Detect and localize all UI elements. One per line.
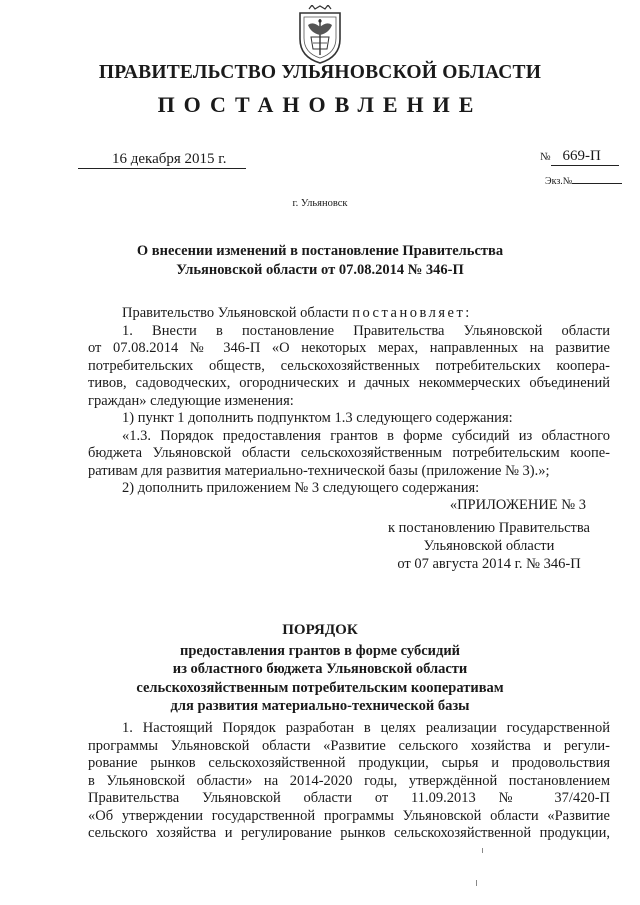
subject-line: Ульяновской области от 07.08.2014 № 346-П — [176, 262, 464, 278]
government-title: ПРАВИТЕЛЬСТВО УЛЬЯНОВСКОЙ ОБЛАСТИ — [98, 62, 542, 83]
order-subtitle — [0, 642, 640, 715]
preamble-text: Правительство Ульяновской области — [122, 305, 349, 321]
body-line: тивов, садоводческих, огороднических и дачных некоммерческих объединений — [88, 375, 610, 391]
body-line: граждан» следующие изменения: — [88, 392, 294, 409]
order-line: в Ульяновской области» на 2014-2020 годы, утверждённой постановлением — [88, 772, 610, 789]
document-subject — [0, 242, 640, 280]
preamble-verb: постановляет: — [352, 305, 472, 321]
order-subtitle-line: для развития материально-технической базы — [170, 697, 470, 714]
order-line: Правительства Ульяновской области от 11.09.2013 № 37/420-П — [88, 790, 610, 806]
order-body — [88, 720, 610, 843]
preamble — [88, 305, 610, 323]
appendix-line: к постановлению Правительства — [388, 520, 590, 536]
appendix-reference — [374, 519, 604, 573]
appendix-line: Ульяновской области — [423, 538, 555, 554]
coat-of-arms-icon — [297, 5, 343, 65]
copy-number — [545, 174, 622, 187]
copy-blank — [572, 174, 622, 184]
order-subtitle-line: предоставления грантов в форме субсидий — [179, 643, 461, 659]
body-line: ративам для развития материально-технической базы (приложение № 3).»; — [88, 462, 550, 479]
order-subtitle-line: сельскохозяйственным потребительским кооперативам — [136, 679, 504, 696]
document-date: 16 декабря 2015 г. — [78, 150, 246, 169]
body-line: 1. Внести в постановление Правительства Ульяновской области — [122, 322, 610, 339]
order-line: «Об утверждении государственной программы Ульяновской области «Развитие — [88, 807, 610, 824]
order-line: рование рынков сельскохозяйственной продукции, сырья и продовольствия — [88, 755, 610, 771]
order-line: сельского хозяйства и регулирование рынков сельскохозяйственной продукции, — [88, 825, 610, 841]
order-line: 1. Настоящий Порядок разработан в целях реализации государственной — [122, 720, 610, 736]
document-type: ПОСТАНОВЛЕНИЕ — [157, 92, 483, 117]
scan-speck — [476, 880, 477, 886]
appendix-title: «ПРИЛОЖЕНИЕ № 3 — [449, 497, 586, 513]
city-label: г. Ульяновск — [292, 198, 348, 209]
number-value: 669-П — [551, 147, 619, 166]
body-line: 2) дополнить приложением № 3 следующего содержания: — [122, 480, 480, 496]
order-line: программы Ульяновской области «Развитие сельского хозяйства и регули- — [88, 737, 610, 754]
body-line: потребительских обществ, сельскохозяйственных потребительских коопера- — [88, 357, 610, 374]
scan-speck — [482, 848, 483, 853]
copy-label: Экз.№ — [545, 176, 573, 187]
subject-line: О внесении изменений в постановление Правительства — [136, 243, 504, 259]
number-sign: № — [540, 151, 551, 163]
order-title: ПОРЯДОК — [282, 622, 358, 638]
appendix-line: от 07 августа 2014 г. № 346-П — [397, 556, 581, 572]
document-number — [540, 147, 619, 166]
body-line: «1.3. Порядок предоставления грантов в форме субсидий из областного — [122, 427, 610, 444]
body-line: бюджета Ульяновской области сельскохозяйственным потребительским коопе- — [88, 445, 610, 461]
body-line: от 07.08.2014 № 346-П «О некоторых мерах, направленных на развитие — [88, 340, 610, 356]
document-body — [88, 305, 610, 498]
body-line: 1) пункт 1 дополнить подпунктом 1.3 следующего содержания: — [122, 410, 513, 426]
order-subtitle-line: из областного бюджета Ульяновской области — [172, 661, 468, 678]
